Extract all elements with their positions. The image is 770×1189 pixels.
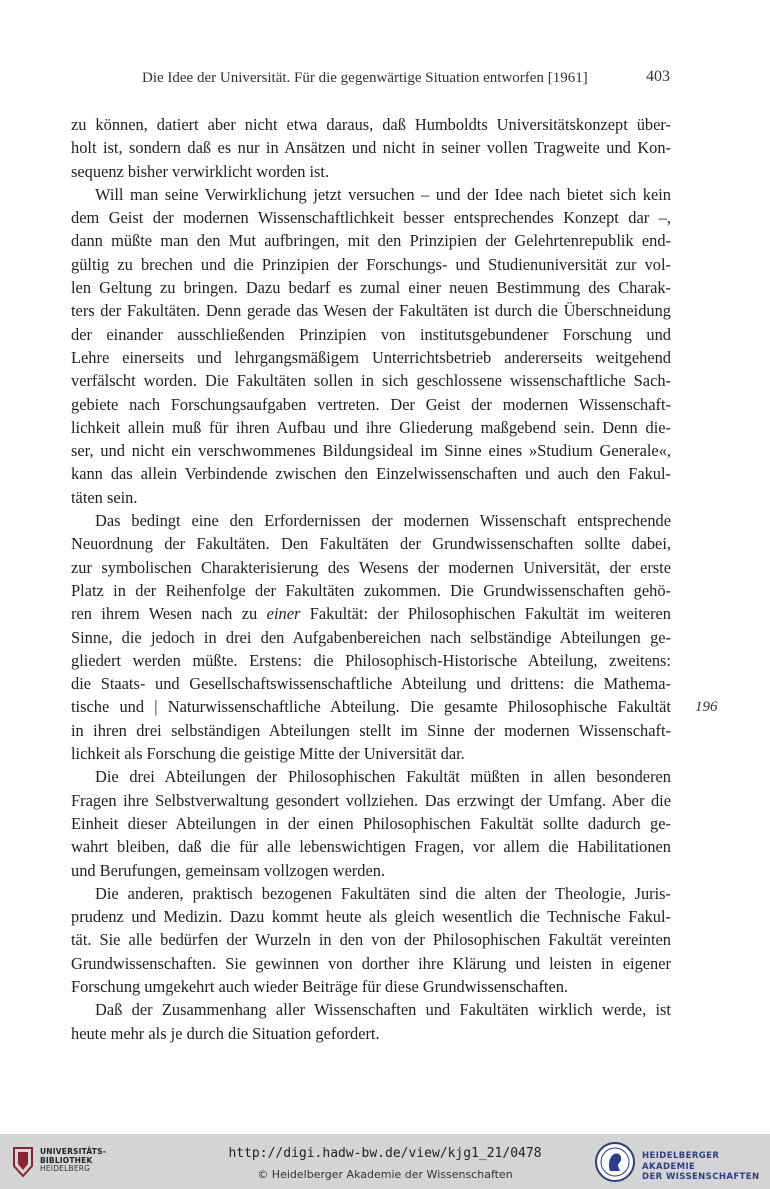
text-line: Einheit dieser Abteilungen in der einen Philosophischen Fakultät sollte dadurch ge- [71,813,671,833]
text-line: sequenz bisher verwirklicht worden ist. [71,161,330,181]
text-line: kann das allein Verbindende zwischen den Einzelwissenschaften und auch den Fakul- [71,464,671,484]
text-line: in ihren drei selbständigen Abteilungen stellt im Sinne der modernen Wissenschaft- [71,720,671,740]
text-line: die Staats- und Gesellschaftswissenschaftliche Abteilung und drittens: die Mathema- [71,674,671,694]
text-line: Die drei Abteilungen der Philosophischen Fakultät müßten in allen besonderen [95,767,671,787]
text-segment: ren ihrem Wesen nach zu [71,604,267,624]
ub-name-line: HEIDELBERG [40,1164,91,1173]
text-line: holt ist, sondern daß es nur in Ansätzen und nicht in seiner vollen Tragweite und Kon- [71,138,671,158]
text-line: täten sein. [71,487,138,507]
original-page-marker: 196 [695,699,718,715]
text-line: zur symbolischen Charakterisierung des Wesens der modernen Universität, der erste [71,557,671,577]
academy-name [642,1151,770,1183]
text-line: Die anderen, praktisch bezogenen Fakultäten sind die alten der Theologie, Juris- [95,883,671,903]
text-line: len Geltung zu bringen. Dazu bedarf es zumal einer neuen Bestimmung des Charak- [71,278,671,298]
text-line: lichkeit allein muß für ihren Aufbau und ihre Gliederung maßgebend sein. Denn die- [71,417,671,437]
text-line: und Berufungen, gemeinsam vollzogen werden. [71,860,386,880]
text-line: Forschung umgekehrt auch wieder Beiträge für diese Grundwissenschaften. [71,976,569,996]
source-url-link[interactable]: http://digi.hadw-bw.de/view/kjg1_21/0478 [228,1146,542,1161]
text-line: gültig zu brechen und die Prinzipien der Forschungs- und Studienuniversität zur vol- [71,254,671,274]
text-line: Neuordnung der Fakultäten. Den Fakultäten der Grundwissenschaften sollte dabei, [71,534,671,554]
text-line: Fragen ihre Selbstverwaltung gesondert vollziehen. Das erzwingt der Umfang. Aber die [71,790,671,810]
text-line: verfälscht worden. Die Fakultäten sollen in sich geschlossene wissenschaftliche Sach- [71,371,671,391]
text-line: Lehre einerseits und lehrgangsmäßigem Unterrichtsbetrieb andererseits weitgehend [71,347,671,367]
text-line [71,602,671,625]
text-line: Will man seine Verwirklichung jetzt versuchen – und der Idee nach bietet sich kein [95,184,671,204]
text-line: wahrt bleiben, daß die für alle lebenswichtigen Fragen, vor allem die Habilitationen [71,837,671,857]
text-line: tät. Sie alle bedürfen der Wurzeln in den von der Philosophischen Fakultät vereinten [71,930,671,950]
text-line: Daß der Zusammenhang aller Wissenschaften und Fakultäten wirklich werde, ist [95,1000,671,1020]
academy-name-line: HEIDELBERGER AKADEMIE [642,1151,720,1172]
text-line: gebiete nach Forschungsaufgaben vertreten. Der Geist der modernen Wissenschaft- [71,394,671,414]
text-line: Platz in der Reihenfolge der Fakultäten zukommen. Die Grundwissenschaften gehö- [71,580,671,600]
text-line: zu können, datiert aber nicht etwa daraus, daß Humboldts Universitätskonzept über- [71,115,671,134]
text-line: der einander ausschließenden Prinzipien von institutsgebundener Forschung und [71,324,671,344]
page-number: 403 [646,68,670,85]
text-line: ters der Fakultäten. Denn gerade das Wesen der Fakultäten ist durch die Überschneidung [71,301,671,321]
emphasized-word: einer [266,604,301,624]
ub-name-line: BIBLIOTHEK [40,1155,93,1165]
text-segment: Fakultät: der Philosophischen Fakultät im weiteren [300,604,671,624]
ub-name-line: UNIVERSITÄTS- [40,1147,107,1156]
text-line: dann müßte man den Mut aufbringen, mit den Prinzipien der Gelehrtenrepublik end- [71,231,671,251]
footer-bar [0,1134,770,1189]
text-line: dem Geist der modernen Wissenschaftlichkeit besser entsprechendes Konzept dar –, [71,208,671,228]
running-title: Die Idee der Universität. Für die gegenwärtige Situation entworfen [1961] [142,70,588,86]
text-line: ser, und nicht ein verschwommenes Bildungsideal im Sinne eines »Studium Generale«, [71,441,671,461]
text-line: tische und | Naturwissenschaftliche Abteilung. Die gesamte Philosophische Fakultät [71,697,671,717]
running-header [142,68,670,92]
body-text [71,113,671,1045]
text-line: heute mehr als je durch die Situation gefordert. [71,1023,380,1043]
text-line: lichkeit als Forschung die geistige Mitte der Universität dar. [71,744,465,764]
copyright-notice: © Heidelberger Akademie der Wissenschaften [257,1168,513,1181]
academy-seal-logo-icon [594,1141,636,1183]
academy-name-line: DER WISSENSCHAFTEN [642,1172,760,1182]
text-line: gliedert werden müßte. Erstens: die Philosophisch-Historische Abteilung, zweitens: [71,650,671,670]
text-line: Sinne, die jedoch in drei den Aufgabenbereichen nach selbständige Abteilungen ge- [71,627,671,647]
text-line: prudenz und Medizin. Dazu kommt heute als gleich wesentlich die Technische Fakul- [71,907,671,927]
text-line: Grundwissenschaften. Sie gewinnen von dorther ihre Klärung und leisten in eigener [71,953,671,973]
text-line: Das bedingt eine den Erfordernissen der modernen Wissenschaft entsprechende [95,511,671,531]
